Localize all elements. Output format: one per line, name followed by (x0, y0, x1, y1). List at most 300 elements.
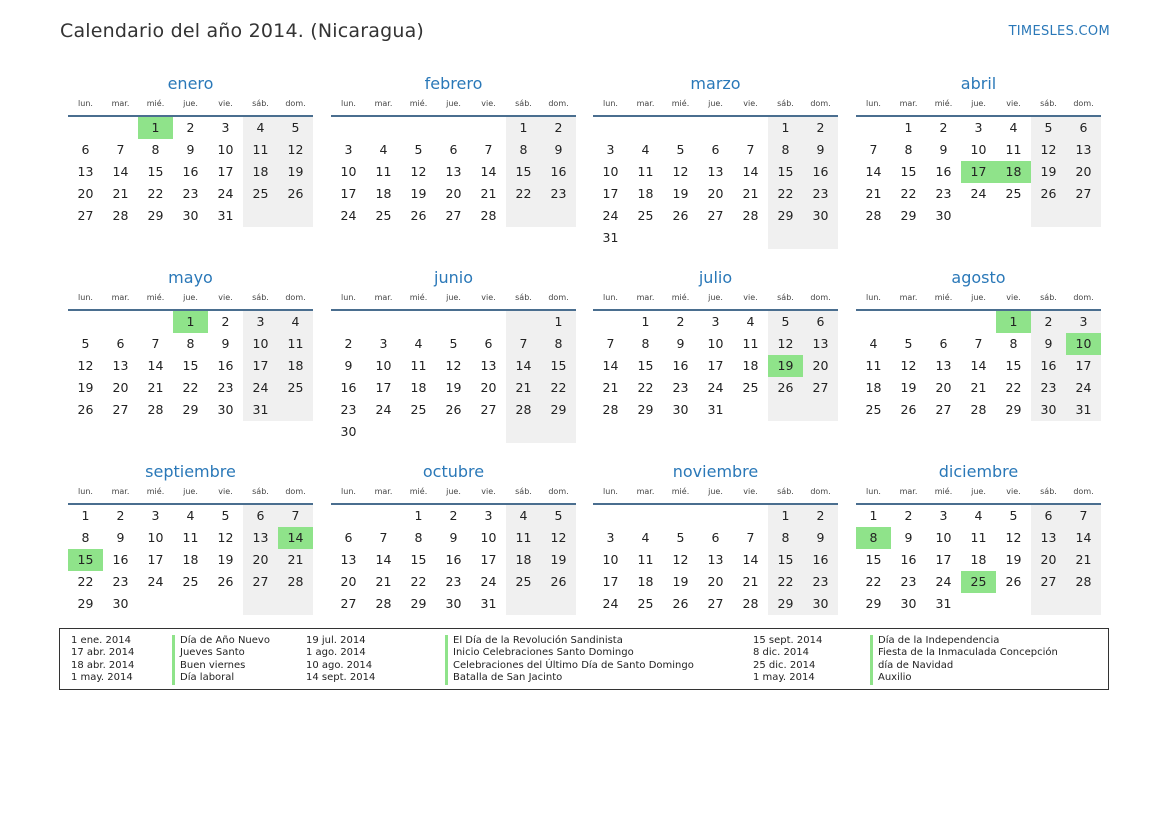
weekday-label: lun. (341, 293, 356, 302)
day-cell: 17 (340, 186, 357, 201)
weekday-label: vie. (218, 487, 233, 496)
day-cell: 8 (768, 527, 803, 549)
day-cell: 17 (707, 358, 724, 373)
empty-cell (961, 311, 996, 333)
day-cell: 6 (484, 336, 493, 351)
day-cell: 21 (506, 377, 541, 399)
day-cell: 3 (974, 120, 983, 135)
weekday-header (68, 99, 313, 114)
weekday-label: vie. (481, 487, 496, 496)
weekday-label: mar. (111, 487, 130, 496)
day-cell: 30 (803, 593, 838, 615)
holiday-day-cell: 19 (768, 355, 803, 377)
day-cell: 26 (217, 574, 234, 589)
day-cell: 13 (935, 358, 952, 373)
day-cell: 24 (375, 402, 392, 417)
weekday-label: sáb. (777, 293, 794, 302)
day-cell: 4 (506, 505, 541, 527)
day-cell: 29 (900, 208, 917, 223)
day-cell: 31 (217, 208, 234, 223)
day-cell: 23 (182, 186, 199, 201)
day-cell: 12 (768, 333, 803, 355)
day-cell: 26 (768, 377, 803, 399)
day-cell: 7 (606, 336, 615, 351)
day-cell: 4 (746, 314, 755, 329)
day-cell: 23 (217, 380, 234, 395)
weekday-label: dom. (548, 99, 569, 108)
weekday-label: sáb. (777, 99, 794, 108)
legend-holiday-name: Día de Año Nuevo (172, 635, 270, 647)
empty-cell (243, 205, 278, 227)
day-cell: 7 (151, 336, 160, 351)
legend-date: 1 may. 2014 (753, 672, 815, 684)
days-grid (68, 117, 313, 227)
empty-cell (926, 311, 961, 333)
month-agosto (856, 268, 1101, 421)
day-cell: 24 (602, 596, 619, 611)
day-cell: 13 (77, 164, 94, 179)
day-cell: 16 (1031, 355, 1066, 377)
weekday-header (593, 99, 838, 114)
day-cell: 15 (410, 552, 427, 567)
day-cell: 11 (742, 336, 759, 351)
day-cell: 3 (221, 120, 230, 135)
day-cell: 29 (1005, 402, 1022, 417)
day-cell: 13 (707, 164, 724, 179)
empty-cell (733, 117, 768, 139)
holiday-day-cell: 14 (278, 527, 313, 549)
weekday-label: sáb. (777, 487, 794, 496)
day-cell: 23 (112, 574, 129, 589)
day-cell: 19 (77, 380, 94, 395)
weekday-label: lun. (341, 99, 356, 108)
day-cell: 26 (1005, 574, 1022, 589)
day-cell: 24 (707, 380, 724, 395)
day-cell: 14 (602, 358, 619, 373)
weekday-label: mié. (409, 293, 428, 302)
day-cell: 4 (974, 508, 983, 523)
empty-cell (436, 311, 471, 333)
legend-names-col-1 (172, 635, 270, 685)
weekday-header (856, 487, 1101, 502)
day-cell: 3 (606, 142, 615, 157)
holiday-day-cell: 1 (173, 311, 208, 333)
day-cell: 26 (278, 183, 313, 205)
day-cell: 12 (1005, 530, 1022, 545)
day-cell: 22 (1005, 380, 1022, 395)
day-cell: 4 (869, 336, 878, 351)
day-cell: 2 (1031, 311, 1066, 333)
month-febrero (331, 74, 576, 227)
legend-date: 1 may. 2014 (71, 672, 133, 684)
weekday-label: sáb. (1040, 487, 1057, 496)
day-cell: 25 (278, 377, 313, 399)
empty-cell (803, 399, 838, 421)
empty-cell (856, 311, 891, 333)
day-cell: 20 (480, 380, 497, 395)
empty-cell (961, 205, 996, 227)
day-cell: 29 (77, 596, 94, 611)
day-cell: 14 (865, 164, 882, 179)
day-cell: 18 (375, 186, 392, 201)
day-cell: 13 (340, 552, 357, 567)
empty-cell (1066, 593, 1101, 615)
month-junio (331, 268, 576, 443)
day-cell: 2 (541, 117, 576, 139)
month-name: septiembre (145, 462, 236, 481)
day-cell: 23 (340, 402, 357, 417)
legend-date: 14 sept. 2014 (306, 672, 376, 684)
weekday-label: vie. (743, 487, 758, 496)
day-cell: 28 (375, 596, 392, 611)
weekday-label: lun. (78, 99, 93, 108)
weekday-label: vie. (1006, 99, 1021, 108)
weekday-label: mié. (934, 99, 953, 108)
weekday-label: mié. (146, 293, 165, 302)
day-cell: 8 (81, 530, 90, 545)
days-grid (856, 117, 1101, 227)
day-cell: 30 (112, 596, 129, 611)
day-cell: 4 (186, 508, 195, 523)
day-cell: 5 (414, 142, 423, 157)
day-cell: 27 (707, 596, 724, 611)
day-cell: 12 (900, 358, 917, 373)
day-cell: 31 (243, 399, 278, 421)
day-cell: 22 (865, 574, 882, 589)
day-cell: 3 (939, 508, 948, 523)
day-cell: 27 (445, 208, 462, 223)
holiday-day-cell: 25 (961, 571, 996, 593)
empty-cell (593, 505, 628, 527)
weekday-label: lun. (866, 99, 881, 108)
day-cell: 18 (278, 355, 313, 377)
days-grid (856, 505, 1101, 615)
day-cell: 19 (900, 380, 917, 395)
legend-holiday-name: Día laboral (172, 672, 270, 684)
day-cell: 2 (344, 336, 353, 351)
day-cell: 10 (970, 142, 987, 157)
day-cell: 13 (243, 527, 278, 549)
day-cell: 5 (1009, 508, 1018, 523)
day-cell: 20 (803, 355, 838, 377)
holiday-day-cell: 17 (961, 161, 996, 183)
empty-cell (628, 117, 663, 139)
day-cell: 14 (480, 164, 497, 179)
day-cell: 4 (641, 142, 650, 157)
legend-holiday-name: Fiesta de la Inmaculada Concepción (870, 647, 1058, 659)
day-cell: 25 (506, 571, 541, 593)
day-cell: 19 (672, 186, 689, 201)
empty-cell (401, 117, 436, 139)
day-cell: 5 (221, 508, 230, 523)
weekday-header (331, 293, 576, 308)
day-cell: 23 (935, 186, 952, 201)
weekday-label: mar. (374, 99, 393, 108)
day-cell: 7 (746, 142, 755, 157)
days-grid (593, 505, 838, 615)
day-cell: 20 (340, 574, 357, 589)
day-cell: 6 (1066, 117, 1101, 139)
day-cell: 30 (340, 424, 357, 439)
day-cell: 5 (1031, 117, 1066, 139)
day-cell: 24 (602, 208, 619, 223)
month-octubre (331, 462, 576, 615)
empty-cell (506, 311, 541, 333)
weekday-label: jue. (183, 99, 198, 108)
day-cell: 2 (449, 508, 458, 523)
day-cell: 19 (217, 552, 234, 567)
day-cell: 28 (602, 402, 619, 417)
weekday-label: jue. (708, 293, 723, 302)
day-cell: 13 (112, 358, 129, 373)
day-cell: 14 (742, 164, 759, 179)
day-cell: 12 (410, 164, 427, 179)
weekday-label: lun. (78, 293, 93, 302)
day-cell: 20 (1031, 549, 1066, 571)
legend-date: 19 jul. 2014 (306, 635, 366, 646)
day-cell: 14 (1066, 527, 1101, 549)
empty-cell (541, 593, 576, 615)
day-cell: 6 (81, 142, 90, 157)
day-cell: 19 (1031, 161, 1066, 183)
empty-cell (436, 421, 471, 443)
weekday-label: vie. (218, 293, 233, 302)
day-cell: 26 (541, 571, 576, 593)
days-grid (593, 311, 838, 421)
day-cell: 13 (707, 552, 724, 567)
days-grid (68, 311, 313, 421)
day-cell: 24 (217, 186, 234, 201)
day-cell: 29 (768, 593, 803, 615)
empty-cell (1031, 205, 1066, 227)
month-enero (68, 74, 313, 227)
day-cell: 6 (711, 530, 720, 545)
weekday-header (68, 487, 313, 502)
weekday-header (331, 487, 576, 502)
days-grid (856, 311, 1101, 421)
day-cell: 28 (480, 208, 497, 223)
day-cell: 21 (480, 186, 497, 201)
day-cell: 16 (340, 380, 357, 395)
weekday-label: lun. (866, 293, 881, 302)
empty-cell (628, 227, 663, 249)
day-cell: 24 (340, 208, 357, 223)
weekday-label: vie. (743, 99, 758, 108)
day-cell: 25 (410, 402, 427, 417)
day-cell: 29 (182, 402, 199, 417)
weekday-label: sáb. (515, 487, 532, 496)
weekday-label: vie. (743, 293, 758, 302)
weekday-label: lun. (603, 293, 618, 302)
day-cell: 25 (637, 208, 654, 223)
day-cell: 4 (278, 311, 313, 333)
day-cell: 6 (711, 142, 720, 157)
day-cell: 1 (869, 508, 878, 523)
day-cell: 23 (541, 183, 576, 205)
empty-cell (768, 399, 803, 421)
empty-cell (856, 117, 891, 139)
day-cell: 10 (602, 164, 619, 179)
weekday-label: jue. (446, 487, 461, 496)
month-julio (593, 268, 838, 421)
weekday-label: dom. (810, 293, 831, 302)
weekday-label: mié. (934, 487, 953, 496)
day-cell: 16 (112, 552, 129, 567)
day-cell: 21 (602, 380, 619, 395)
weekday-label: jue. (971, 293, 986, 302)
empty-cell (208, 593, 243, 615)
day-cell: 14 (742, 552, 759, 567)
day-cell: 11 (375, 164, 392, 179)
day-cell: 7 (278, 505, 313, 527)
holiday-day-cell: 15 (68, 549, 103, 571)
weekday-label: mar. (111, 293, 130, 302)
empty-cell (331, 117, 366, 139)
day-cell: 25 (637, 596, 654, 611)
day-cell: 8 (151, 142, 160, 157)
day-cell: 20 (707, 186, 724, 201)
day-cell: 17 (375, 380, 392, 395)
weekday-label: mié. (671, 293, 690, 302)
day-cell: 6 (449, 142, 458, 157)
day-cell: 19 (445, 380, 462, 395)
brand-link[interactable]: TIMESLES.COM (1008, 24, 1110, 39)
holiday-day-cell: 1 (138, 117, 173, 139)
weekday-label: mar. (636, 487, 655, 496)
empty-cell (278, 593, 313, 615)
month-name: noviembre (672, 462, 759, 481)
weekday-label: jue. (708, 487, 723, 496)
day-cell: 8 (506, 139, 541, 161)
day-cell: 29 (637, 402, 654, 417)
day-cell: 5 (676, 530, 685, 545)
legend-holiday-name: Día de la Independencia (870, 635, 1058, 647)
weekday-label: mié. (409, 99, 428, 108)
day-cell: 14 (970, 358, 987, 373)
empty-cell (1031, 593, 1066, 615)
day-cell: 24 (147, 574, 164, 589)
day-cell: 16 (803, 549, 838, 571)
day-cell: 25 (182, 574, 199, 589)
weekday-label: sáb. (252, 487, 269, 496)
empty-cell (471, 117, 506, 139)
empty-cell (471, 311, 506, 333)
day-cell: 12 (672, 552, 689, 567)
days-grid (331, 117, 576, 227)
weekday-label: jue. (971, 487, 986, 496)
day-cell: 20 (243, 549, 278, 571)
empty-cell (68, 311, 103, 333)
day-cell: 15 (900, 164, 917, 179)
day-cell: 2 (803, 505, 838, 527)
day-cell: 29 (147, 208, 164, 223)
weekday-label: sáb. (515, 293, 532, 302)
day-cell: 16 (182, 164, 199, 179)
weekday-label: dom. (1073, 99, 1094, 108)
day-cell: 13 (1031, 527, 1066, 549)
day-cell: 11 (182, 530, 199, 545)
weekday-label: mar. (899, 293, 918, 302)
weekday-label: vie. (1006, 487, 1021, 496)
day-cell: 6 (803, 311, 838, 333)
day-cell: 24 (1066, 377, 1101, 399)
day-cell: 14 (147, 358, 164, 373)
day-cell: 20 (707, 574, 724, 589)
empty-cell (593, 117, 628, 139)
day-cell: 27 (803, 377, 838, 399)
day-cell: 6 (939, 336, 948, 351)
empty-cell (243, 593, 278, 615)
days-grid (331, 311, 576, 443)
day-cell: 22 (541, 377, 576, 399)
month-marzo (593, 74, 838, 249)
legend-holiday-name: Celebraciones del Último Día de Santo Domingo (445, 660, 694, 672)
day-cell: 13 (445, 164, 462, 179)
day-cell: 3 (151, 508, 160, 523)
day-cell: 26 (410, 208, 427, 223)
day-cell: 11 (637, 164, 654, 179)
empty-cell (768, 227, 803, 249)
empty-cell (698, 505, 733, 527)
day-cell: 27 (480, 402, 497, 417)
weekday-label: lun. (341, 487, 356, 496)
day-cell: 14 (112, 164, 129, 179)
day-cell: 21 (147, 380, 164, 395)
day-cell: 15 (147, 164, 164, 179)
legend-dates-col-2 (306, 635, 375, 685)
day-cell: 1 (641, 314, 650, 329)
empty-cell (541, 421, 576, 443)
empty-cell (278, 205, 313, 227)
empty-cell (506, 421, 541, 443)
day-cell: 31 (935, 596, 952, 611)
day-cell: 12 (1031, 139, 1066, 161)
day-cell: 22 (900, 186, 917, 201)
legend-date: 18 abr. 2014 (71, 659, 135, 671)
day-cell: 4 (641, 530, 650, 545)
day-cell: 10 (147, 530, 164, 545)
weekday-label: sáb. (252, 99, 269, 108)
day-cell: 21 (112, 186, 129, 201)
day-cell: 8 (541, 333, 576, 355)
holiday-day-cell: 18 (996, 161, 1031, 183)
weekday-label: dom. (1073, 487, 1094, 496)
legend-names-col-2 (445, 635, 694, 685)
weekday-label: sáb. (252, 293, 269, 302)
day-cell: 28 (742, 208, 759, 223)
day-cell: 5 (81, 336, 90, 351)
legend-dates-col-1 (71, 635, 134, 685)
day-cell: 18 (243, 161, 278, 183)
legend-holiday-name: Batalla de San Jacinto (445, 672, 694, 684)
day-cell: 27 (707, 208, 724, 223)
legend-date: 1 ene. 2014 (71, 635, 131, 646)
empty-cell (436, 117, 471, 139)
day-cell: 10 (340, 164, 357, 179)
weekday-header (593, 293, 838, 308)
day-cell: 12 (278, 139, 313, 161)
weekday-header (331, 99, 576, 114)
day-cell: 10 (375, 358, 392, 373)
holiday-day-cell: 10 (1066, 333, 1101, 355)
weekday-label: sáb. (515, 99, 532, 108)
empty-cell (366, 117, 401, 139)
day-cell: 15 (506, 161, 541, 183)
day-cell: 7 (869, 142, 878, 157)
day-cell: 11 (278, 333, 313, 355)
day-cell: 23 (1031, 377, 1066, 399)
day-cell: 11 (410, 358, 427, 373)
